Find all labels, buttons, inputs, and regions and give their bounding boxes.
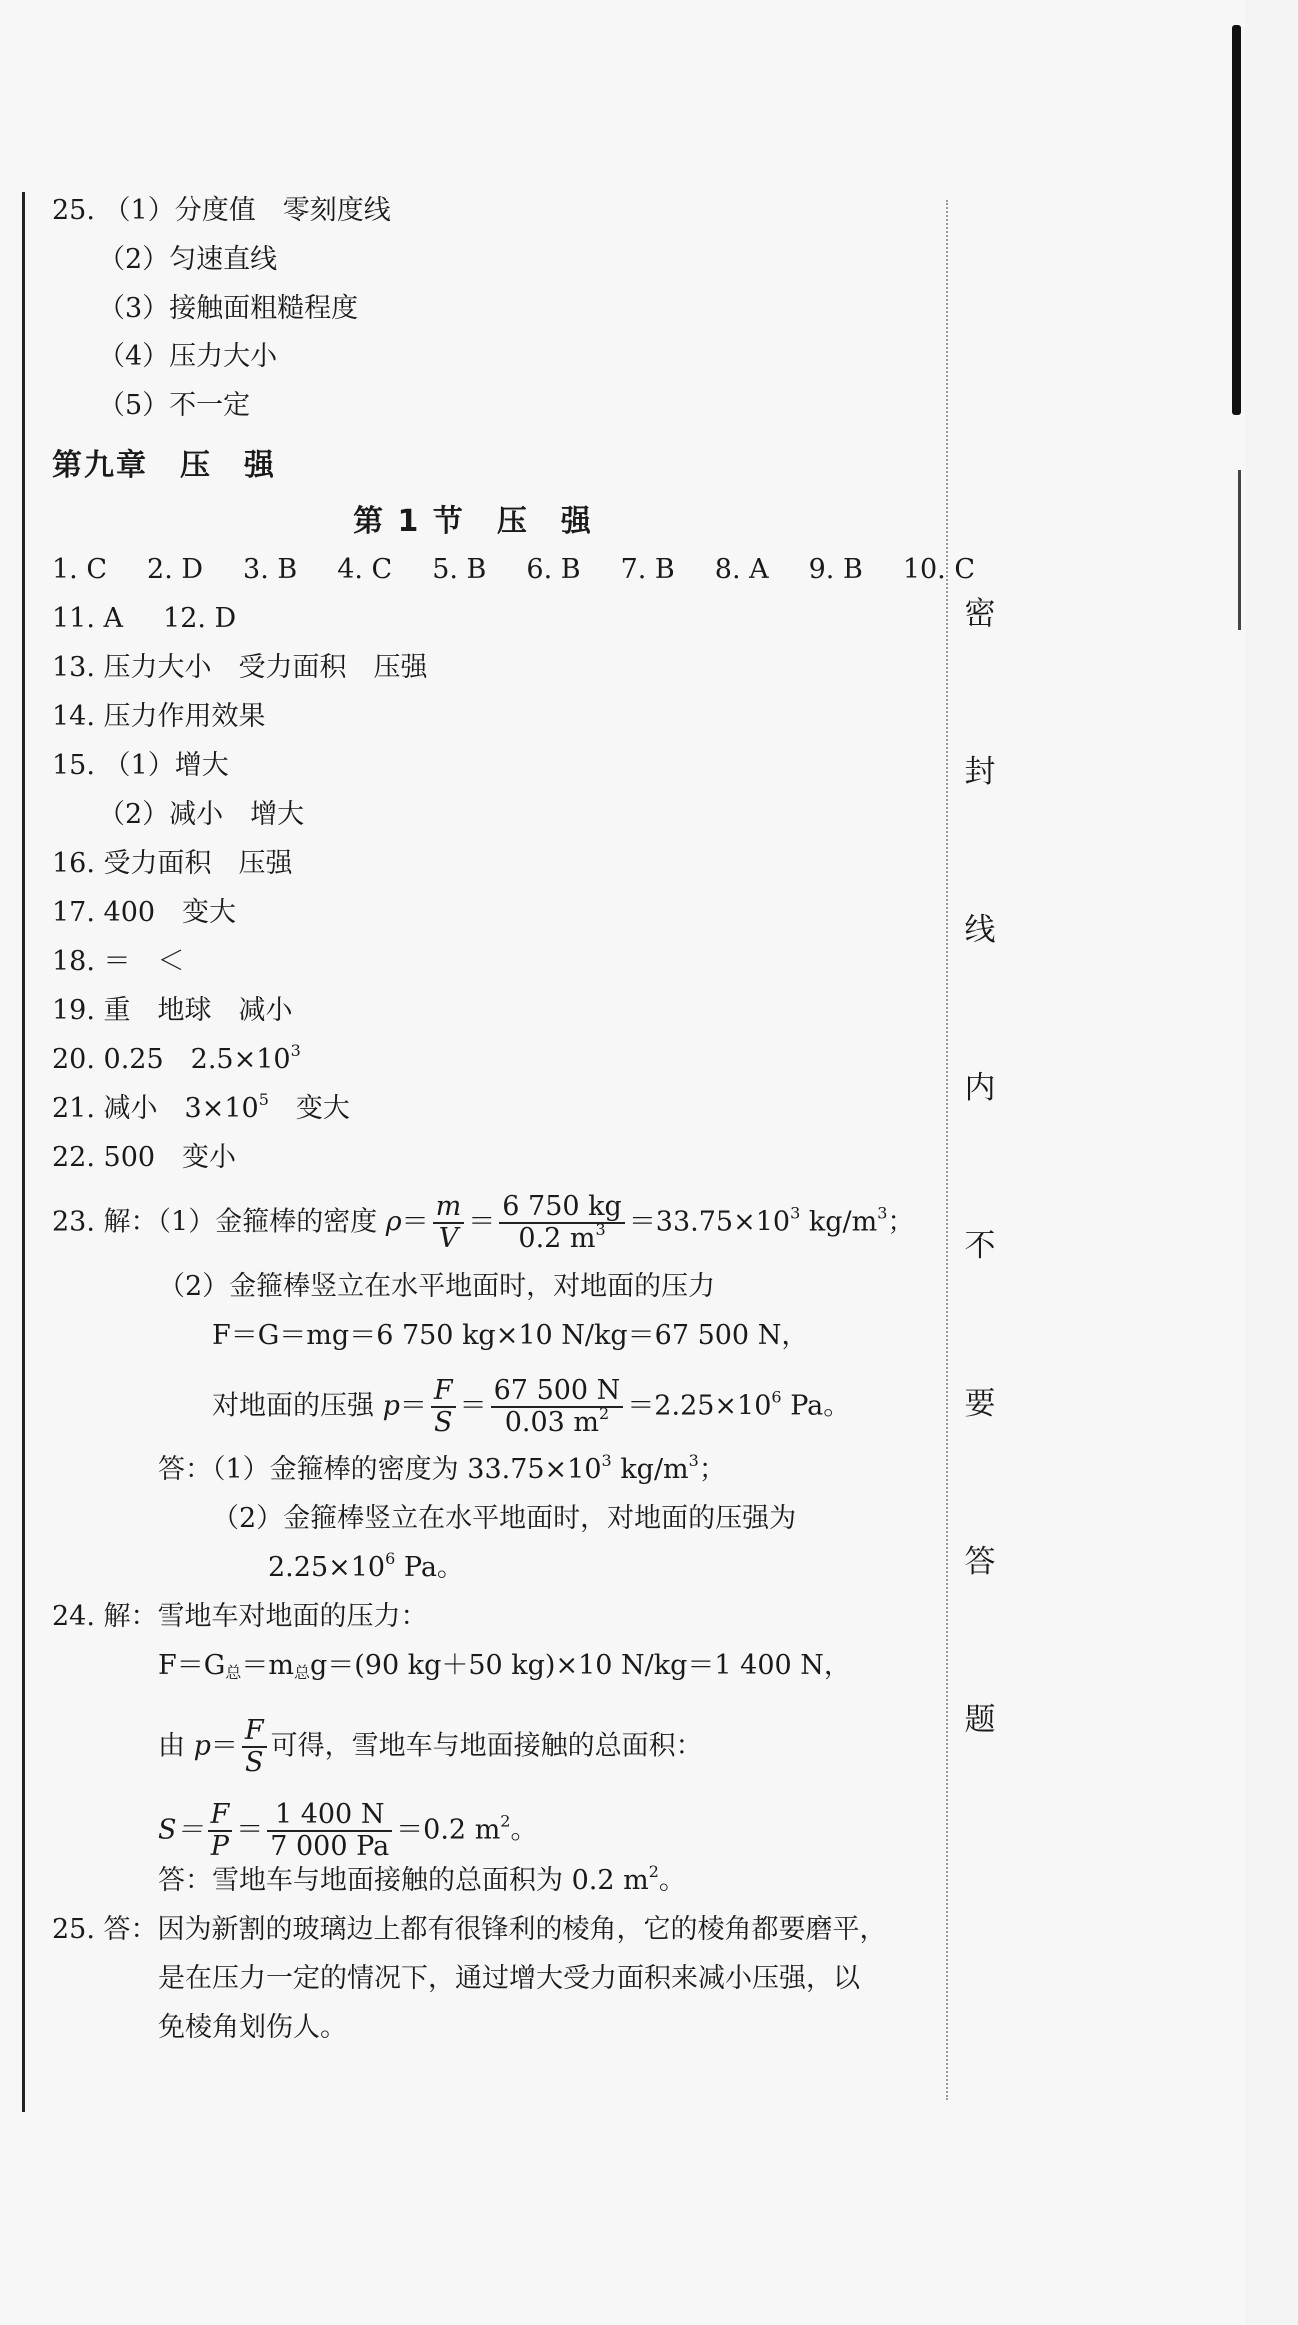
answer-16: 16. 受力面积 压强: [52, 848, 293, 879]
prev-q25-part1: 25. （1）分度值 零刻度线: [52, 195, 391, 226]
fraction-pressure: $\frac{67 500 N}{0.03 m^2}$: [491, 1376, 624, 1438]
prev-q25-part2: （2）匀速直线: [98, 244, 278, 275]
answer-24-conclusion: 答：雪地车与地面接触的总面积为 0.2 $m^2$。: [158, 1862, 686, 1896]
seal-char: 线: [964, 912, 996, 948]
section-title: 第 1 节 压 强: [353, 504, 593, 539]
fraction-f-over-s: $\frac{F}{S}$: [242, 1716, 267, 1778]
left-margin-rule: [22, 192, 25, 2112]
answer-13: 13. 压力大小 受力面积 压强: [52, 652, 428, 683]
answer-15-part2: （2）减小 增大: [98, 799, 305, 830]
answer-18: 18. ＝ ＜: [52, 946, 185, 977]
answer-23-force: F＝G＝mg＝6 750 kg×10 N/kg＝67 500 N，: [212, 1320, 809, 1351]
seal-char: 题: [964, 1702, 996, 1738]
seal-dotted-line: [946, 200, 948, 2100]
answer-23-conclusion-1: 答：（1）金箍棒的密度为 $33.75\times 10^3$ $kg/m^3$；: [158, 1451, 726, 1485]
answer-19: 19. 重 地球 减小: [52, 995, 293, 1026]
fraction-f-over-p: $\frac{F}{P}$: [208, 1800, 233, 1862]
fraction-density: $\frac{6 750 kg}{0.2 m^3}$: [499, 1192, 625, 1254]
prev-q25-part3: （3）接触面粗糙程度: [98, 293, 359, 324]
prev-q25-part5: （5）不一定: [98, 390, 251, 421]
answer-23-conclusion-2: （2）金箍棒竖立在水平地面时，对地面的压强为: [212, 1503, 797, 1534]
seal-char: 内: [964, 1070, 996, 1106]
answer-24-area: S＝ $\frac{F}{P}$ ＝ $\frac{1 400 N}{7 000 Pa}$ ＝0.2 $m^2$。: [158, 1799, 538, 1862]
fraction-m-over-v: $\frac{m}{V}$: [433, 1192, 465, 1254]
answer-23-part2: （2）金箍棒竖立在水平地面时，对地面的压力: [158, 1271, 716, 1302]
answer-25-line2: 是在压力一定的情况下，通过增大受力面积来减小压强，以: [158, 1963, 860, 1994]
answer-24-head: 24. 解：雪地车对地面的压力：: [52, 1601, 428, 1632]
seal-char: 密: [964, 596, 996, 632]
seal-char: 要: [964, 1386, 996, 1422]
mc-row-1: 1. C 2. D 3. B 4. C 5. B 6. B 7. B 8. A 9. B 10. C: [52, 554, 975, 585]
answer-25-line3: 免棱角划伤人。: [158, 2012, 347, 2043]
answer-23-density: 23. 解：（1）金箍棒的密度 ρ＝ $\frac{m}{V}$ ＝ $\frac{6 750 kg}{0.2 m^3}$ $=33.75\times 10^3$ $kg/m^3$；: [52, 1191, 915, 1254]
binding-edge: [1232, 25, 1241, 415]
answer-20: 20. 0.25 $2.5\times 10^3$: [52, 1041, 301, 1075]
answer-23-conclusion-3: $2.25\times 10^6$ Pa。: [268, 1549, 464, 1583]
chapter-title: 第九章 压 强: [52, 448, 276, 483]
answer-25-line1: 25. 答：因为新割的玻璃边上都有很锋利的棱角，它的棱角都要磨平，: [52, 1914, 887, 1945]
fraction-f-over-s: $\frac{F}{S}$: [431, 1376, 456, 1438]
answer-17: 17. 400 变大: [52, 897, 237, 928]
seal-char: 不: [964, 1228, 996, 1264]
fraction-area: $\frac{1 400 N}{7 000 Pa}$: [267, 1800, 392, 1862]
answer-22: 22. 500 变小: [52, 1142, 237, 1173]
answer-24-force: $F=G_总=m_总g=(90$ kg＋50 kg)×10 N/kg＝1 400 N，: [158, 1650, 851, 1682]
binding-edge-shadow: [1238, 470, 1241, 630]
answer-21: 21. 减小 $3\times 10^5$ 变大: [52, 1090, 350, 1124]
answer-24-formula: 由 p＝ $\frac{F}{S}$ 可得，雪地车与地面接触的总面积：: [158, 1715, 703, 1778]
seal-char: 封: [964, 754, 996, 790]
answer-15-part1: 15. （1）增大: [52, 750, 229, 781]
seal-char: 答: [964, 1544, 996, 1580]
answer-14: 14. 压力作用效果: [52, 701, 266, 732]
answer-23-pressure: 对地面的压强 p＝ $\frac{F}{S}$ ＝ $\frac{67 500 N}{0.03 m^2}$ $=2.25\times 10^6$ Pa。: [212, 1375, 851, 1438]
mc-row-2: 11. A 12. D: [52, 603, 237, 634]
prev-q25-part4: （4）压力大小: [98, 341, 278, 372]
